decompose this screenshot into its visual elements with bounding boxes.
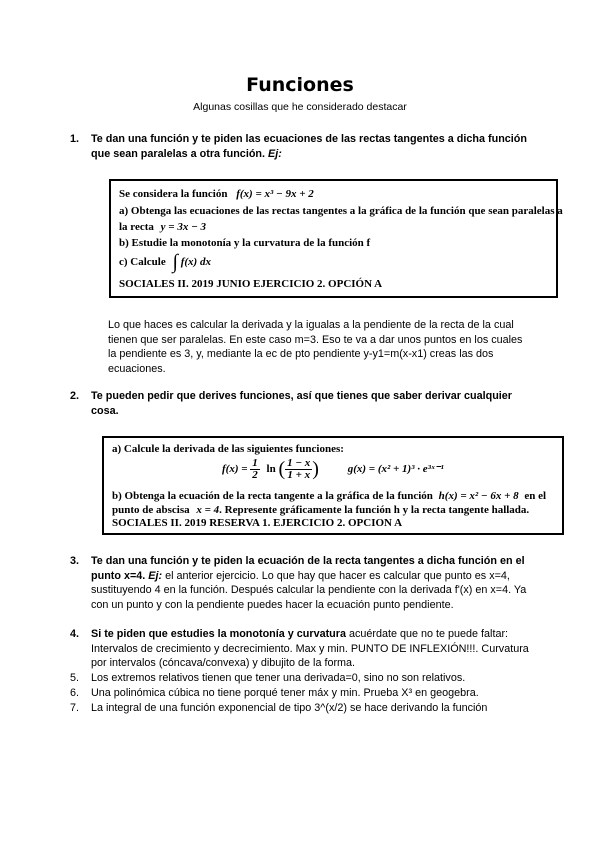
fraction-numerator: 1 [252, 457, 258, 469]
example-label: Ej: [268, 147, 282, 160]
box2-h-function: h(x) = x² − 6x + 8 [438, 490, 519, 502]
box1-line2: a) Obtenga las ecuaciones de las rectas tangentes a la gráfica de la función que sean paralelas a [119, 205, 563, 217]
item-heading: Si te piden que estudies la monotonía y curvatura [91, 628, 346, 640]
box2-line3-text: b) Obtenga la ecuación de la recta tangente a la gráfica de la función [112, 490, 433, 502]
item-number: 1. [70, 133, 80, 145]
list-item-6 [70, 686, 531, 701]
list-item-1 [70, 132, 531, 161]
box1-line1-text: Se considera la función [119, 188, 228, 200]
explanation-paragraph: Lo que haces es calcular la derivada y la igualas a la pendiente de la recta de la cual tienen que ser paralelas. En este caso m=3. Eso te va a dar unos puntos en los cuales la pendiente es 3, y, mediante la ec de pto pendiente y-y1=m(x-x1) creas las dos ecuaciones. [108, 319, 523, 375]
list-item-2 [70, 389, 531, 418]
page-subtitle: Algunas cosillas que he considerado destacar [193, 101, 407, 113]
list-item-7 [70, 701, 531, 716]
list-item-4 [70, 627, 531, 671]
box1-line5-text: c) Calcule [119, 256, 166, 269]
item-number: 7. [70, 702, 80, 714]
box2-line3-end: en el [524, 490, 547, 502]
item-number: 3. [70, 555, 80, 567]
fraction-numerator: 1 − x [287, 457, 311, 469]
item-heading: Te dan una función y te piden las ecuaciones de las rectas tangentes a dicha función que sean paralelas a otra función. [91, 133, 527, 160]
item-heading: Te dan una función y te piden la ecuación de la recta tangentes a dicha función en el punto x=4. [91, 555, 525, 582]
item-body: Los extremos relativos tienen que tener una derivada=0, sino no son relativos. [91, 672, 466, 684]
fraction-ln-argument [285, 458, 312, 481]
box1-integrand: f(x) dx [180, 256, 211, 269]
box2-g-function: g(x) = (x² + 1)³ · e³ˣ⁻¹ [347, 463, 444, 476]
exercise-image-1 [109, 179, 563, 298]
integral-symbol: ∫ [172, 251, 178, 273]
item-body: el anterior ejercicio. Lo que hay que hacer es calcular que punto es x=4, sustituyendo 4 en la función. Después calcular la pendiente con la derivada f'(x) en x=4. Ya con un punto y con la pendiente puedes hacer la ecuación punto pendiente. [91, 569, 527, 611]
item-number: 4. [70, 628, 80, 640]
item-body: Una polinómica cúbica no tiene porqué tener máx y min. Prueba X³ en geogebra. [91, 687, 479, 699]
box1-function: f(x) = x³ − 9x + 2 [236, 188, 314, 200]
fraction-denominator: 1 + x [287, 469, 311, 481]
box2-line4-text: punto de abscisa [112, 504, 190, 516]
list-item-3 [70, 554, 531, 612]
item-number: 2. [70, 390, 80, 402]
item-number: 5. [70, 672, 80, 684]
item-heading: Te pueden pedir que derives funciones, así que tienes que saber derivar cualquier cosa. [91, 390, 513, 417]
box2-abscissa: x = 4 [196, 504, 220, 516]
box1-source: SOCIALES II. 2019 JUNIO EJERCICIO 2. OPCIÓN A [119, 278, 383, 290]
fraction-half [250, 458, 260, 481]
ln-label: ln [266, 463, 276, 476]
page-title: Funciones [246, 74, 354, 96]
box1-line-equation: y = 3x − 3 [160, 221, 206, 233]
box1-line4: b) Estudie la monotonía y la curvatura de la función f [119, 237, 371, 249]
fraction-denominator: 2 [252, 469, 258, 481]
item-number: 6. [70, 687, 80, 699]
box1-line3-text: la recta [119, 221, 154, 233]
box2-source: SOCIALES II. 2019 RESERVA 1. EJERCICIO 2. OPCION A [112, 517, 403, 529]
box2-line4-end: . Represente gráficamente la función h y la recta tangente hallada. [219, 504, 530, 516]
exercise-image-2: a) Calcule la derivada de las siguientes funciones: f(x) = $\frac{1}{2}$ ln ( $\frac{1 - x}{1 + x}$ ) g(x) = (x² + 1)³ · e³ˣ⁻¹ b) Obtenga la ecuación de la recta tangente a la gráfica de la función h(x) = x² − 6x + 8 en el punto de abscisa x = 4. Represente gráficamente la función h y la recta tangente hallada. SOCIALES II. 2019 RESERVA 1. EJERCICIO 2. OPCION A [102, 436, 564, 535]
list-item-5 [70, 671, 531, 686]
box2-line1: a) Calcule la derivada de las siguientes funciones: [112, 443, 344, 455]
box2-f-lhs: f(x) = [222, 463, 248, 476]
item-body: La integral de una función exponencial de tipo 3^(x/2) se hace derivando la función [91, 702, 488, 714]
item-body: acuérdate que no te puede faltar: Intervalos de crecimiento y decrecimiento. Max y min. PUNTO DE INFLEXIÓN!!!. Curvatura por intervalos (cóncava/convexa) y dibujito de la forma. [91, 628, 529, 670]
example-label: Ej: [148, 569, 163, 582]
